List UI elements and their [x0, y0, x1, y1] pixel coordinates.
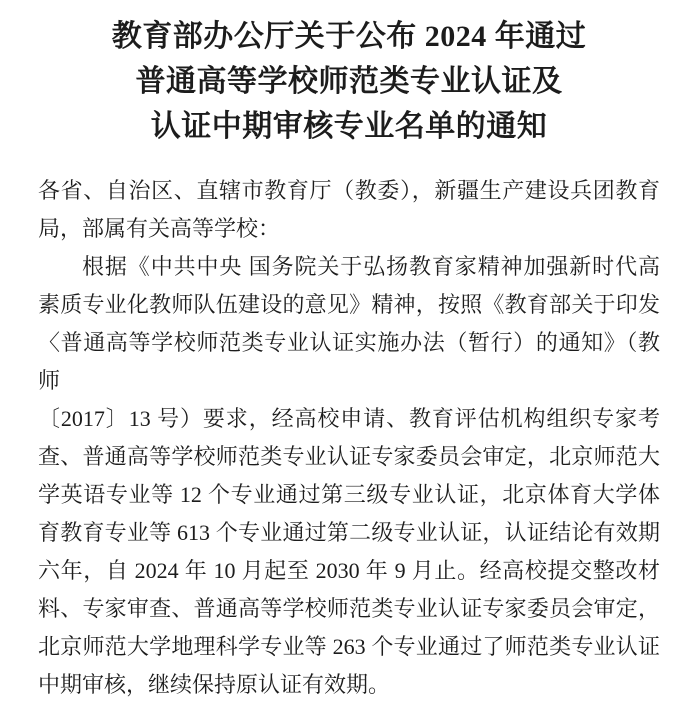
body-line: 素质专业化教师队伍建设的意见》精神，按照《教育部关于印发 — [38, 292, 660, 317]
body-line: 〈普通高等学校师范类专业认证实施办法（暂行）的通知》（教师 — [38, 330, 660, 393]
body-line: 〔2017〕13 号）要求，经高校申请、教育评估机构组织专家考 — [38, 406, 660, 431]
body-line: 根据《中共中央 国务院关于弘扬教育家精神加强新时代高 — [82, 254, 660, 279]
title-line-1: 教育部办公厅关于公布 2024 年通过 — [111, 20, 587, 53]
notice-body — [38, 172, 660, 704]
notice-title — [38, 14, 660, 149]
title-line-2: 普通高等学校师范类专业认证及 — [135, 65, 563, 98]
title-line-3: 认证中期审核专业名单的通知 — [150, 110, 548, 143]
body-line: 料、专家审查、普通高等学校师范类专业认证专家委员会审定， — [38, 596, 660, 621]
body-line: 北京师范大学地理科学专业等 263 个专业通过了师范类专业认证 — [38, 634, 660, 659]
body-line: 六年，自 2024 年 10 月起至 2030 年 9 月止。经高校提交整改材 — [38, 558, 660, 583]
body-line: 局，部属有关高等学校： — [38, 216, 281, 241]
body-line: 学英语专业等 12 个专业通过第三级专业认证，北京体育大学体 — [38, 482, 660, 507]
body-line: 中期审核，继续保持原认证有效期。 — [38, 672, 391, 697]
body-line: 查、普通高等学校师范类专业认证专家委员会审定，北京师范大 — [38, 444, 660, 469]
body-line: 各省、自治区、直辖市教育厅（教委），新疆生产建设兵团教育 — [38, 178, 660, 203]
body-line: 育教育专业等 613 个专业通过第二级专业认证，认证结论有效期 — [38, 520, 660, 545]
